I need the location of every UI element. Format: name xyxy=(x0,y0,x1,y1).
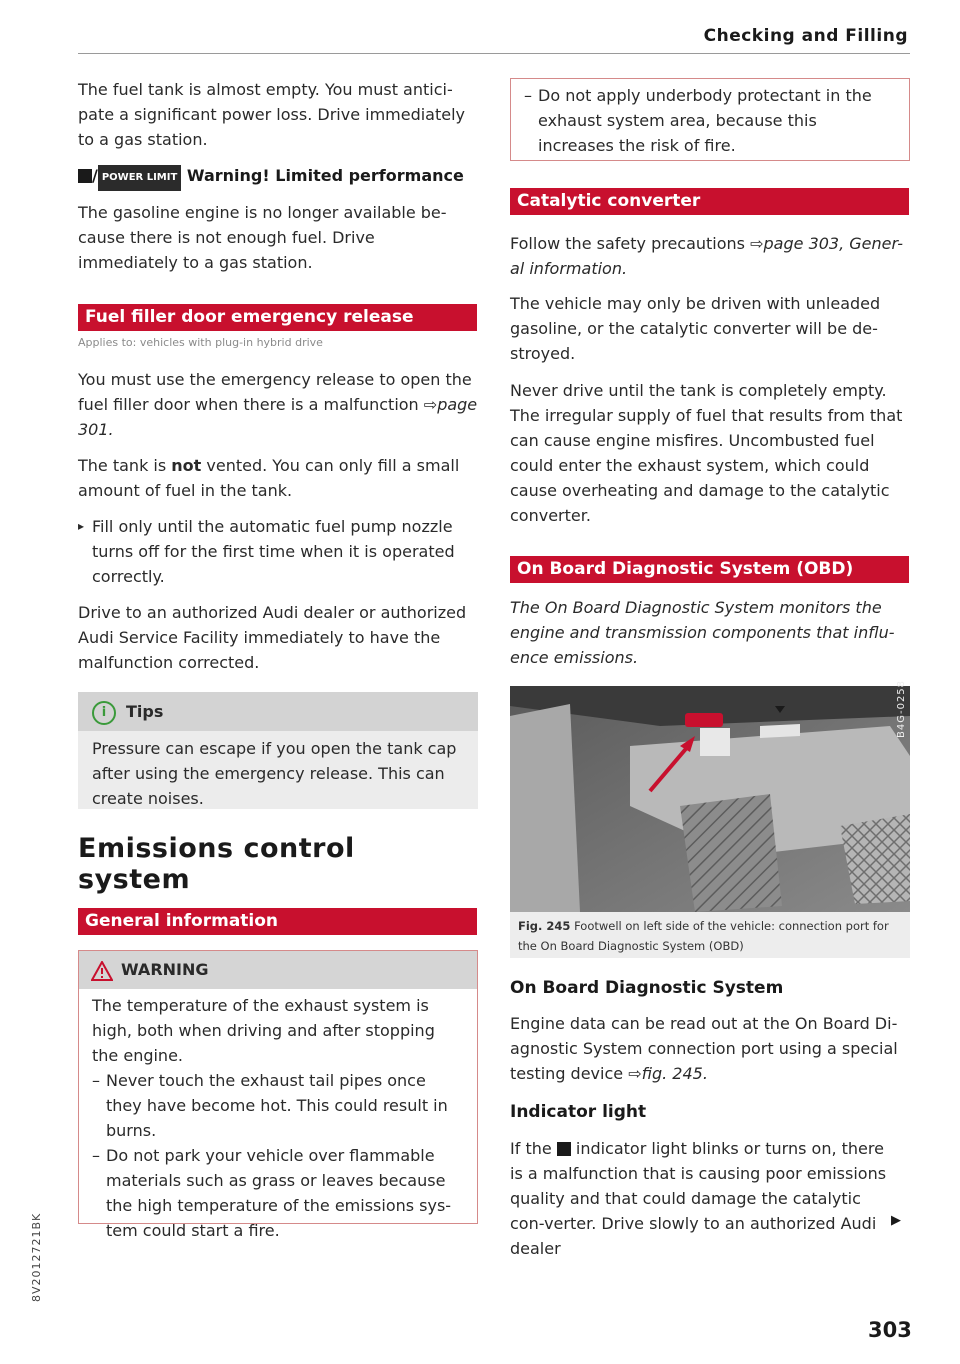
figure-reference-link[interactable]: ⇨fig. 245. xyxy=(628,1064,708,1083)
fuel-filler-bullet: ▸ Fill only until the automatic fuel pump nozzle turns off for the first time when it is operated correctly. xyxy=(78,514,478,589)
limited-performance-title: Warning! Limited performance xyxy=(186,166,464,185)
underbody-warning-box xyxy=(510,78,910,161)
general-information-heading: General information xyxy=(78,908,477,935)
warning-triangle-icon xyxy=(91,961,113,981)
catalytic-p2: The vehicle may only be driven with unleaded gasoline, or the catalytic converter will be de-stroyed. xyxy=(510,294,881,363)
page-reference-link[interactable]: ⇨page 301. xyxy=(78,395,478,439)
header-divider xyxy=(78,53,910,54)
continue-arrow-icon: ▶ xyxy=(891,1213,901,1228)
figure-container xyxy=(510,679,910,958)
info-icon: i xyxy=(92,701,116,725)
engine-indicator-icon xyxy=(557,1142,571,1156)
gasoline-paragraph: The gasoline engine is no longer available be-cause there is not enough fuel. Drive immediately to a gas station. xyxy=(78,203,447,272)
obd-p1: Engine data can be read out at the On Board Di-agnostic System connection port using a special testing device ⇨fig. 245. xyxy=(510,1014,898,1083)
fuel-filler-p2: The tank is not vented. You can only fill a small amount of fuel in the tank. xyxy=(78,456,460,500)
tips-body: Pressure can escape if you open the tank cap after using the emergency release. This can create noises. xyxy=(92,739,457,808)
indicator-paragraph: If the indicator light blinks or turns on, there is a malfunction that is causing poor emissions quality and that could damage the catalytic con-verter. Drive slowly to an authorized Audi dealer xyxy=(510,1139,887,1258)
fuel-filler-p1: You must use the emergency release to open the fuel filler door when there is a malfunction ⇨page 301. xyxy=(78,370,478,439)
tips-header: i Tips xyxy=(78,692,478,731)
side-code-wrap xyxy=(30,1212,119,1315)
obd-intro: The On Board Diagnostic System monitors the engine and transmission components that influ-ence emissions. xyxy=(510,598,895,667)
section-header-title: Checking and Filling xyxy=(703,26,908,46)
underbody-text: Do not apply underbody protectant in the exhaust system area, because this increases the risk of fire. xyxy=(538,86,872,155)
figure-code: B4G-0258 xyxy=(896,679,907,738)
tips-box xyxy=(78,692,478,809)
page-number: 303 xyxy=(868,1318,912,1342)
indicator-light-subheading: Indicator light xyxy=(510,1102,647,1122)
obd-subheading: On Board Diagnostic System xyxy=(510,978,784,998)
document-code: 8V2012721BK xyxy=(30,1212,43,1302)
warning-item: – Do not park your vehicle over flammable materials such as grass or leaves because the high temperature of the emissions sys-tem could start a fire. xyxy=(92,1143,463,1243)
dash-marker: – xyxy=(92,1146,100,1165)
obd-heading: On Board Diagnostic System (OBD) xyxy=(510,556,909,583)
warning-body: The temperature of the exhaust system is high, both when driving and after stopping the engine. xyxy=(92,996,435,1065)
dash-marker: – xyxy=(92,1071,100,1090)
warning-item: – Never touch the exhaust tail pipes once they have become hot. This could result in burns. xyxy=(92,1068,463,1143)
dash-marker: – xyxy=(524,86,532,105)
applies-note: Applies to: vehicles with plug-in hybrid drive xyxy=(78,336,323,349)
intro-paragraph: The fuel tank is almost empty. You must antici-pate a significant power loss. Drive immediately to a gas station. xyxy=(78,80,466,149)
figure-code-wrap xyxy=(896,679,954,749)
figure-caption: Fig. 245 Footwell on left side of the vehicle: connection port for the On Board Diagnostic System (OBD) xyxy=(518,919,889,953)
catalytic-converter-heading: Catalytic converter xyxy=(510,188,909,215)
warning-box xyxy=(78,950,478,1240)
limited-performance-warning: / POWER LIMIT Warning! Limited performance xyxy=(78,164,478,188)
page-reference-link[interactable]: ⇨page 303, Gener-al information. xyxy=(510,234,903,278)
catalytic-p3: Never drive until the tank is completely empty. The irregular supply of fuel that results from that can cause engine misfires. Uncombusted fuel could enter the exhaust system, which could cause overheating and damage to the catalytic converter. xyxy=(510,381,903,525)
power-limit-badge: POWER LIMIT xyxy=(98,165,181,191)
bullet-marker: ▸ xyxy=(78,519,85,533)
fuel-filler-p3: Drive to an authorized Audi dealer or authorized Audi Service Facility immediately to have the malfunction corrected. xyxy=(78,603,467,672)
catalytic-p1: Follow the safety precautions ⇨page 303, Gener-al information. xyxy=(510,234,903,278)
obd-port-illustration xyxy=(510,686,910,912)
warning-header: WARNING xyxy=(79,951,477,989)
power-icon xyxy=(78,169,92,183)
fuel-filler-heading: Fuel filler door emergency release xyxy=(78,304,477,331)
emissions-heading: Emissions control system xyxy=(78,833,355,895)
